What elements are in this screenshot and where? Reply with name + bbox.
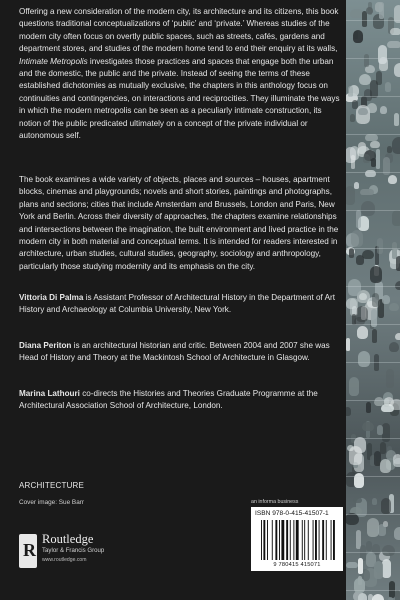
- photo-texture-cell: [377, 238, 383, 254]
- photo-texture-cell: [351, 230, 363, 247]
- photo-texture-cell: [382, 545, 396, 556]
- photo-texture-cell: [372, 498, 377, 504]
- routledge-logo-icon: [19, 534, 37, 568]
- book-title-italic: Intimate Metropolis: [19, 56, 88, 66]
- cover-photo-strip: [346, 0, 400, 600]
- photo-texture-cell: [390, 28, 400, 34]
- isbn-label: ISBN 978-0-415-41507-1: [255, 510, 329, 517]
- photo-texture-line: [346, 172, 400, 173]
- photo-texture-cell: [394, 527, 400, 540]
- photo-texture-cell: [356, 306, 368, 323]
- author-bio: [19, 292, 344, 317]
- blurb-text-1b: investigates those practices and spaces that engage both the urban and the domestic, the public and the private. Instead of seeing the terms of these established dichotomies as mutually exclusive, the chapters in this anthology focus on continuities and contingencies, on interactions and reciprocities. They illuminate the ways in which the modern metropolis can be seen as a peculiarly intimate construction, its notion of the public predicated ultimately on a concept of the private individual or autonomous self.: [19, 56, 340, 141]
- photo-texture-cell: [354, 31, 359, 39]
- author-bio: [19, 388, 344, 413]
- photo-texture-cell: [387, 41, 400, 48]
- photo-texture-line: [346, 20, 400, 21]
- photo-texture-cell: [346, 186, 355, 205]
- photo-texture-cell: [358, 593, 367, 600]
- photo-texture-cell: [370, 141, 381, 148]
- photo-texture-cell: [346, 338, 350, 351]
- photo-texture-cell: [395, 590, 400, 600]
- barcode-digits: 9 780415 415071: [273, 562, 321, 568]
- photo-texture-cell: [372, 594, 384, 600]
- barcode-bar: [319, 520, 320, 560]
- photo-texture-cell: [346, 407, 351, 416]
- photo-texture-line: [346, 324, 400, 325]
- barcode-bar: [326, 520, 327, 560]
- author-name: Vittoria Di Palma: [19, 293, 84, 302]
- photo-texture-cell: [389, 342, 399, 353]
- photo-texture-cell: [382, 295, 389, 304]
- blurb-paragraph-1: [19, 6, 344, 142]
- photo-texture-cell: [349, 377, 359, 396]
- photo-texture-cell: [378, 524, 386, 536]
- photo-texture-line: [346, 286, 400, 287]
- photo-texture-cell: [363, 154, 369, 163]
- photo-texture-cell: [349, 446, 362, 465]
- photo-texture-cell: [352, 100, 358, 108]
- photo-texture-cell: [375, 2, 383, 12]
- photo-texture-line: [346, 362, 400, 363]
- photo-texture-line: [346, 590, 400, 591]
- publisher-logo: [19, 532, 159, 577]
- barcode-icon: [261, 520, 339, 560]
- photo-texture-cell: [367, 518, 379, 537]
- barcode-bar: [261, 520, 262, 560]
- cover-image-credit: Cover image: Sue Barr: [19, 499, 84, 506]
- photo-texture-cell: [372, 293, 379, 308]
- publisher-url: www.routledge.com: [42, 557, 87, 563]
- barcode-bar: [279, 520, 280, 560]
- photo-texture-cell: [367, 103, 377, 113]
- photo-texture-line: [346, 58, 400, 59]
- photo-texture-cell: [394, 63, 400, 77]
- photo-texture-cell: [381, 498, 391, 515]
- barcode-bar: [263, 520, 265, 560]
- author-bio: [19, 340, 344, 365]
- barcode-bar: [331, 520, 332, 560]
- photo-texture-cell: [392, 137, 400, 154]
- photo-texture-cell: [372, 329, 377, 343]
- photo-texture-cell: [348, 279, 361, 296]
- photo-texture-cell: [366, 541, 371, 551]
- photo-texture-cell: [376, 149, 380, 169]
- author-name: Diana Periton: [19, 341, 72, 350]
- photo-texture-cell: [356, 210, 361, 228]
- photo-texture-cell: [392, 210, 400, 226]
- photo-texture-line: [346, 400, 400, 401]
- photo-texture-cell: [356, 255, 365, 264]
- barcode-bar: [272, 520, 273, 560]
- photo-texture-cell: [370, 266, 382, 283]
- photo-texture-cell: [358, 558, 363, 574]
- barcode-bar: [304, 520, 305, 560]
- barcode-bar: [313, 520, 314, 560]
- logo-letter: R: [23, 540, 36, 560]
- photo-texture-cell: [353, 497, 362, 503]
- publisher-name: Routledge: [42, 532, 94, 546]
- photo-texture-cell: [357, 326, 369, 339]
- author-bio-text: co-directs the Histories and Theories Graduate Programme at the Architectural Association School of Architecture, London.: [19, 389, 318, 411]
- photo-texture-cell: [366, 7, 374, 14]
- photo-texture-cell: [385, 82, 391, 92]
- photo-texture-cell: [371, 158, 376, 167]
- photo-texture-cell: [358, 108, 368, 115]
- author-bio-text: is an architectural historian and critic. Between 2004 and 2007 she was Head of History and Theory at the Mackintosh School of Architecture in Glasgow.: [19, 341, 330, 363]
- barcode-bar: [322, 520, 324, 560]
- barcode-bar: [302, 520, 303, 560]
- blurb-paragraph-2: The book examines a wide variety of objects, places and sources – houses, apartment blocks, cinemas and playgrounds; novels and short stories, paintings and photographs, plans and sections; cities that include Amsterdam and Brussels, London and Paris, New York and Berlin. Across their diversity of approaches, the chapters examine relationships and intersections between the imagination, the built environment and lived practice in the modern city in both material and conceptual terms. It is intended for readers interested in architecture, urban studies, cultural studies, geography, sociology and anthropology, particularly those studying modernity and its emphasis on the city.: [19, 175, 339, 271]
- photo-texture-line: [346, 438, 400, 439]
- photo-texture-cell: [374, 561, 383, 578]
- photo-texture-cell: [380, 106, 387, 113]
- photo-texture-cell: [349, 248, 354, 259]
- photo-texture-cell: [380, 459, 391, 473]
- photo-texture-line: [346, 476, 400, 477]
- photo-texture-cell: [393, 458, 400, 467]
- photo-texture-cell: [389, 303, 400, 311]
- blurb-text-1a: Offering a new consideration of the modern city, its architecture and its citizens, this book questions traditional conceptualizations of ‘public’ and ‘private.’ Whereas studies of the modern city often focus on overtly public spaces, such as streets, cafés, gardens and department stores, and studies of the modern home tend to end their enquiry at its walls,: [19, 7, 339, 54]
- barcode-bar: [333, 520, 335, 560]
- photo-texture-line: [346, 248, 400, 249]
- photo-texture-line: [346, 514, 400, 515]
- photo-texture-cell: [366, 402, 371, 412]
- publisher-group: Taylor & Francis Group: [42, 547, 105, 554]
- photo-texture-cell: [388, 175, 398, 184]
- photo-texture-cell: [350, 114, 355, 122]
- photo-texture-cell: [395, 333, 400, 340]
- photo-texture-cell: [346, 562, 358, 568]
- barcode-bar: [267, 520, 268, 560]
- photo-texture-line: [346, 210, 400, 211]
- publisher-tagline: an informa business: [251, 499, 299, 505]
- subject-category: ARCHITECTURE: [19, 481, 85, 490]
- barcode-bar: [290, 520, 291, 560]
- photo-texture-line: [346, 134, 400, 135]
- photo-texture-cell: [352, 314, 356, 325]
- photo-texture-cell: [386, 369, 393, 389]
- author-name: Marina Lathouri: [19, 389, 80, 398]
- barcode-bar: [275, 520, 277, 560]
- photo-texture-cell: [360, 189, 373, 195]
- photo-texture-cell: [361, 201, 375, 216]
- barcode-bar: [286, 520, 288, 560]
- photo-texture-cell: [364, 54, 369, 66]
- barcode-bar: [308, 520, 309, 560]
- photo-texture-line: [346, 552, 400, 553]
- photo-texture-cell: [387, 146, 392, 153]
- barcode-bar: [315, 520, 317, 560]
- barcode-bar: [293, 520, 294, 560]
- barcode-bar: [296, 520, 299, 560]
- photo-texture-cell: [382, 559, 391, 578]
- photo-texture-cell: [362, 422, 374, 431]
- photo-texture-cell: [365, 134, 378, 141]
- barcode-box: [251, 507, 343, 571]
- photo-texture-cell: [351, 155, 355, 170]
- photo-texture-cell: [368, 594, 373, 600]
- barcode-bar: [281, 520, 284, 560]
- photo-texture-cell: [358, 351, 370, 367]
- photo-texture-line: [346, 96, 400, 97]
- photo-texture-cell: [378, 45, 387, 64]
- author-bio-text: is Assistant Professor of Architectural History in the Department of Art History and Archaeology at Columbia University, New York.: [19, 293, 335, 315]
- photo-texture-cell: [377, 425, 382, 435]
- photo-texture-cell: [396, 256, 400, 270]
- photo-texture-cell: [394, 113, 399, 125]
